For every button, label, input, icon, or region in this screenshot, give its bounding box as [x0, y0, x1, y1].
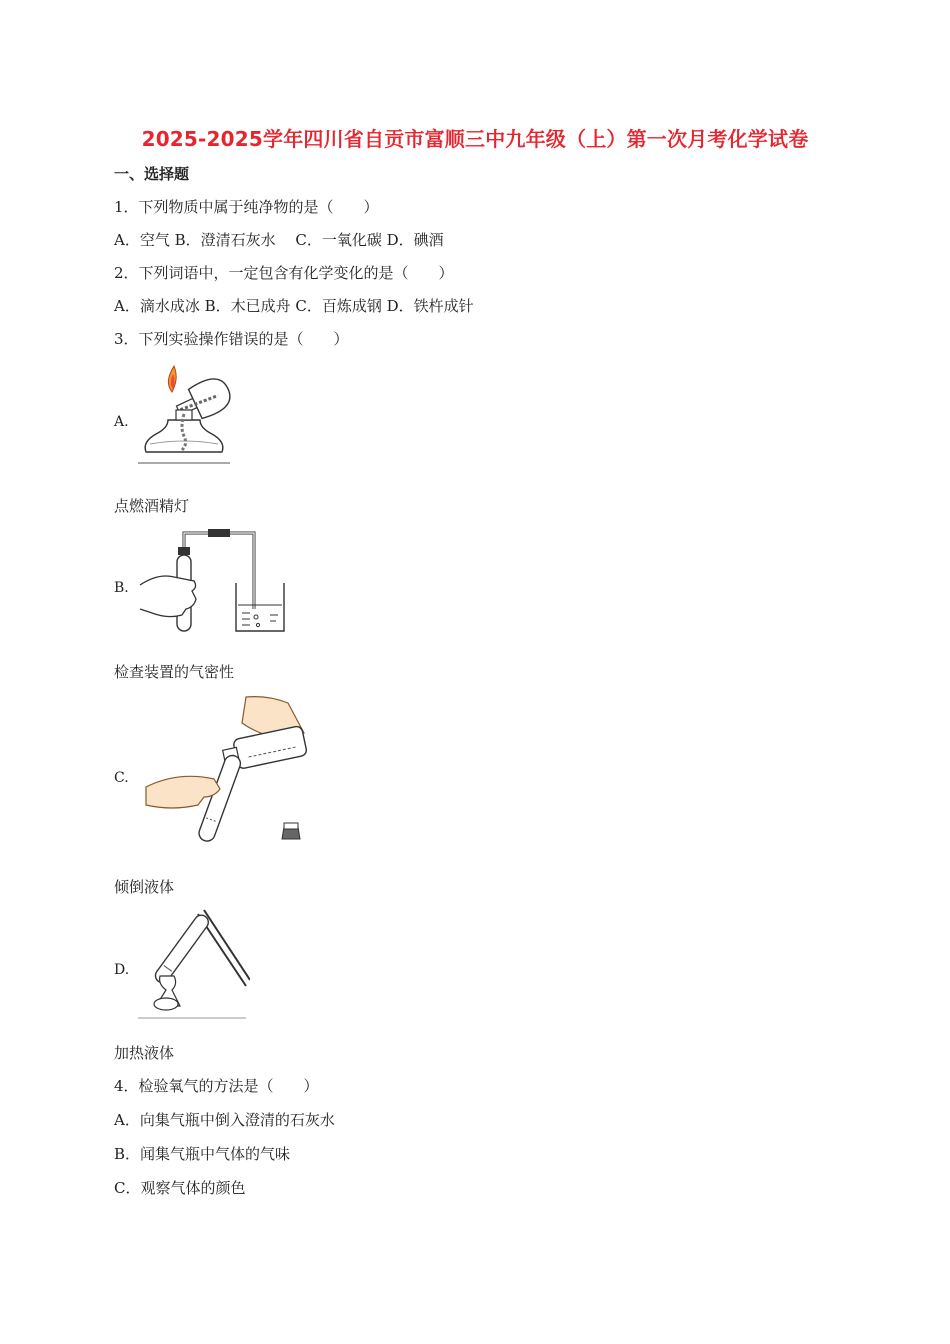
question-1-options: A．空气 B．澄清石灰水 C．一氧化碳 D．碘酒: [114, 231, 444, 249]
airtightness-check-figure: [138, 525, 288, 635]
option-c-caption: 倾倒液体: [114, 878, 175, 896]
question-1-stem: 1．下列物质中属于纯净物的是（ ）: [114, 198, 379, 216]
option-b-caption: 检查装置的气密性: [114, 663, 235, 681]
question-2-stem: 2．下列词语中，一定包含有化学变化的是（ ）: [114, 264, 454, 282]
section-heading: 一、选择题: [114, 165, 190, 183]
option-d-label: D.: [114, 962, 130, 978]
alcohol-lamp-lighting-figure: [138, 358, 233, 466]
option-c-label: C.: [114, 770, 129, 786]
question-4-option-c: C．观察气体的颜色: [114, 1179, 246, 1197]
question-2-options: A．滴水成冰 B．木已成舟 C．百炼成钢 D．铁杵成针: [114, 297, 474, 315]
question-4-stem: 4．检验氧气的方法是（ ）: [114, 1077, 319, 1095]
exam-title: 2025-2025学年四川省自贡市富顺三中九年级（上）第一次月考化学试卷: [141, 127, 809, 151]
option-a-caption: 点燃酒精灯: [114, 497, 190, 515]
option-d-caption: 加热液体: [114, 1044, 175, 1062]
option-b-label: B.: [114, 580, 129, 596]
heating-liquid-figure: [138, 906, 250, 1020]
question-3-stem: 3．下列实验操作错误的是（ ）: [114, 330, 349, 348]
pouring-liquid-figure: [138, 693, 308, 845]
question-4-option-b: B．闻集气瓶中气体的气味: [114, 1145, 291, 1163]
question-4-option-a: A．向集气瓶中倒入澄清的石灰水: [114, 1111, 335, 1129]
option-a-label: A.: [114, 414, 129, 430]
